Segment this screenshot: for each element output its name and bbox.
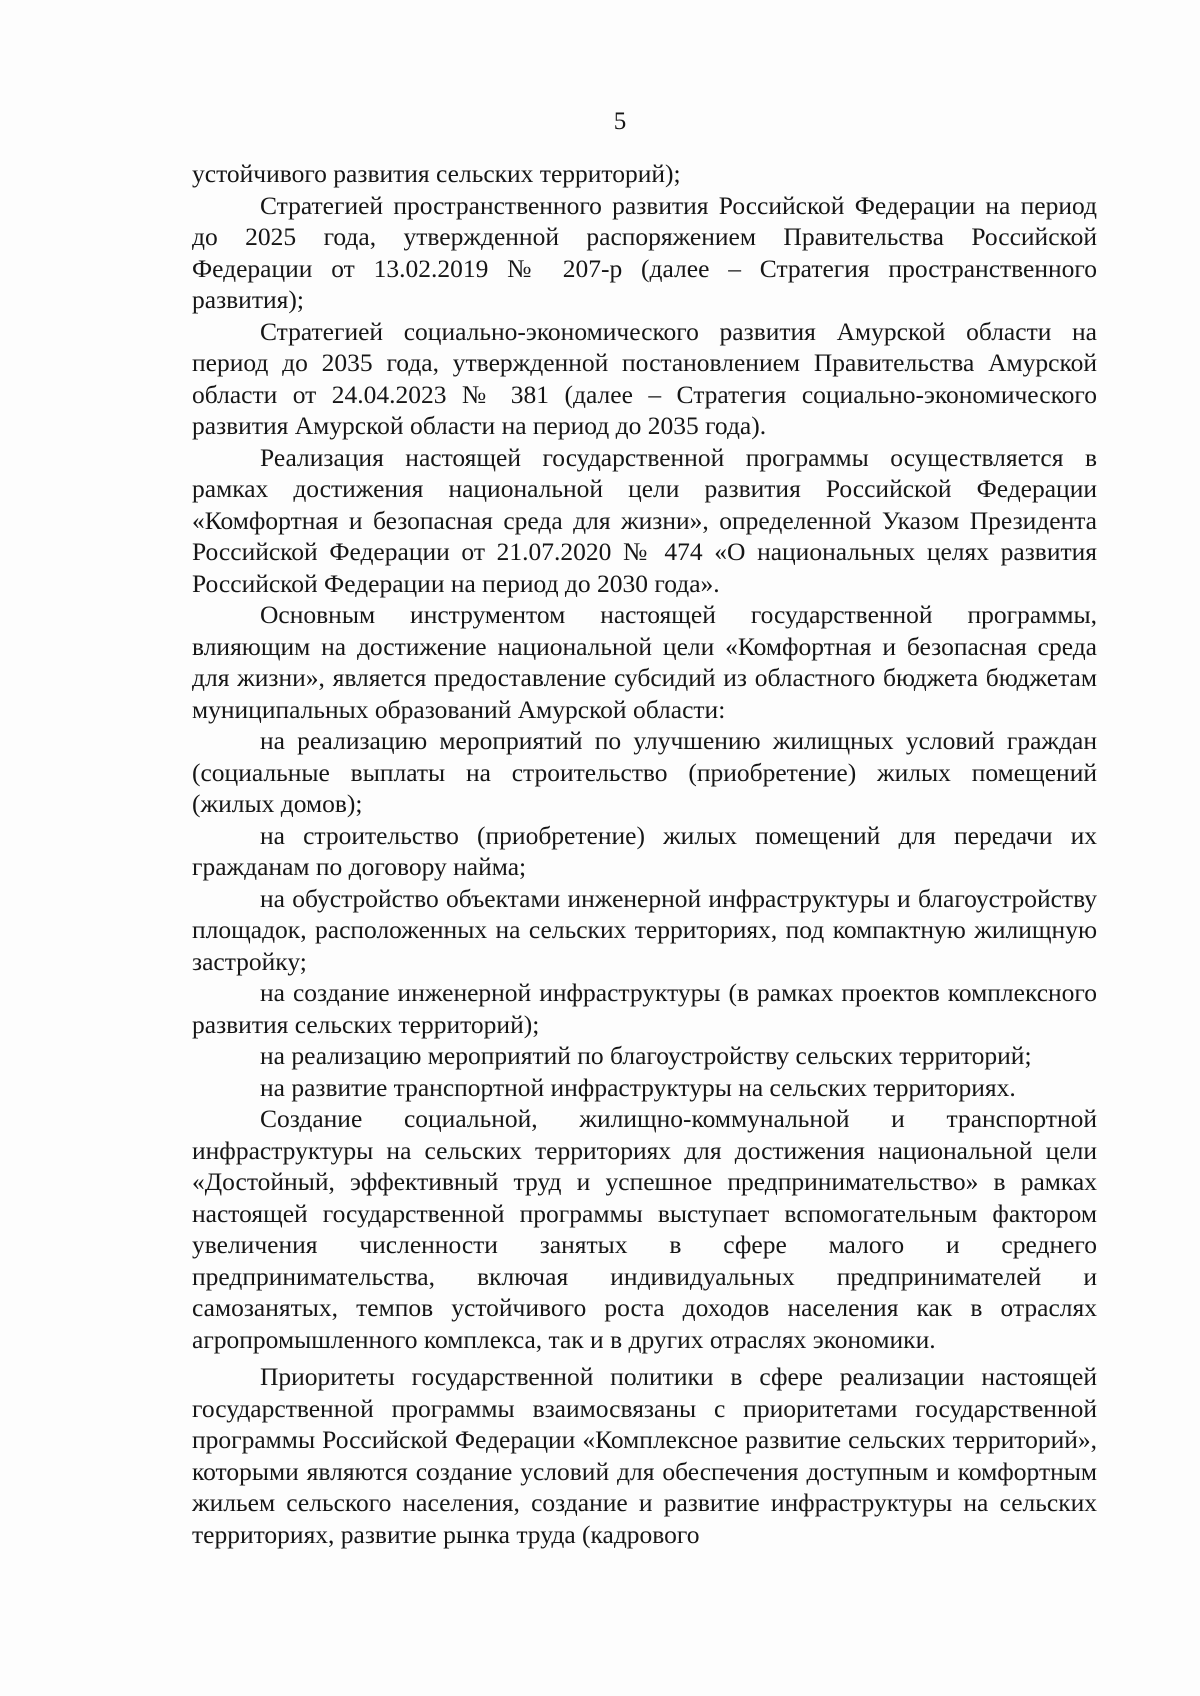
list-item-landscaping: на реализацию мероприятий по благоустройству сельских территорий; [260,1041,1032,1070]
document-body [192,158,1097,1550]
paragraph-policy-priorities: Приоритеты государственной политики в сфере реализации настоящей государственной программы взаимосвязаны с приоритетами государственной программы Российской Федерации «Комплексное развитие сельских территорий», которыми являются создание условий для обеспечения доступным и комфортным жильем сельского населения, создание и развитие инфраструктуры на сельских территориях, развитие рынка труда (кадрового [192,1362,1097,1549]
list-item-engineering-infrastructure: на создание инженерной инфраструктуры (в рамках проектов комплексного развития сельских территорий); [192,978,1097,1039]
list-item-engineering-sites: на обустройство объектами инженерной инфраструктуры и благоустройству площадок, расположенных на сельских территориях, под компактную жилищную застройку; [192,883,1097,976]
page-number: 5 [613,108,627,135]
paragraph-continuation: устойчивого развития сельских территорий); [192,159,681,188]
list-item-transport: на развитие транспортной инфраструктуры на сельских территориях. [260,1072,1016,1102]
paragraph-socioeconomic-strategy: Стратегией социально-экономического развития Амурской области на период до 2035 года, утвержденной постановлением Правительства Амурской области от 24.04.2023 № 381 (далее – Стратегия социально-экономического развития Амурской области на период до 2035 года). [192,316,1097,440]
list-item-housing-conditions: на реализацию мероприятий по улучшению жилищных условий граждан (социальные выплаты на строительство (приобретение) жилых помещений (жилых домов); [192,726,1097,818]
list-item-rental-housing: на строительство (приобретение) жилых помещений для передачи их гражданам по договору найма; [192,820,1097,881]
paragraph-spatial-strategy: Стратегией пространственного развития Российской Федерации на период до 2025 года, утвержденной распоряжением Правительства Российской Федерации от 13.02.2019 № 207-р (далее – Стратегия пространственного развития); [192,190,1097,314]
paragraph-infrastructure-creation: Создание социальной, жилищно-коммунальной и транспортной инфраструктуры на сельских территориях для достижения национальной цели «Достойный, эффективный труд и успешное предпринимательство» в рамках настоящей государственной программы выступает вспомогательным фактором увеличения численности занятых в сфере малого и среднего предпринимательства, включая индивидуальных предпринимателей и самозанятых, темпов устойчивого роста доходов населения как в отраслях агропромышленного комплекса, так и в других отраслях экономики. [192,1104,1097,1354]
paragraph-national-goal: Реализация настоящей государственной программы осуществляется в рамках достижения национальной цели развития Российской Федерации «Комфортная и безопасная среда для жизни», определенной Указом Президента Российской Федерации от 21.07.2020 № 474 «О национальных целях развития Российской Федерации на период до 2030 года». [192,442,1097,598]
paragraph-main-instrument: Основным инструментом настоящей государственной программы, влияющим на достижение национальной цели «Комфортная и безопасная среда для жизни», является предоставление субсидий из областного бюджета бюджетам муниципальных образований Амурской области: [192,600,1097,724]
